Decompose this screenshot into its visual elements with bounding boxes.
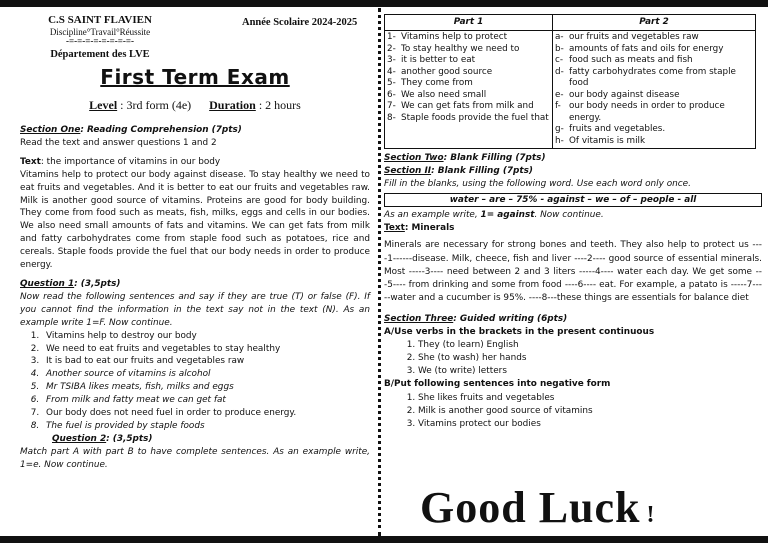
- part2-list: [555, 32, 753, 147]
- part1-list: [387, 32, 550, 124]
- question-1-instruction: Now read the following sentences and say if they are true (T) or false (F). If you cannot find the information in the text say not in the text (N). As an example write 1=F. Now continue.: [20, 291, 370, 328]
- section-three: [384, 313, 762, 431]
- section-two-title: Section Two: Blank Filling (7pts): [384, 153, 546, 163]
- section-one: [20, 124, 370, 472]
- part2-header: Part 2: [553, 15, 756, 31]
- question-1-item: 7. Our body does not need fuel in order to produce energy.: [42, 407, 370, 420]
- part1-item: 5- They come from: [387, 78, 473, 88]
- duration-value: 2 hours: [265, 98, 301, 112]
- word-box: water – are – 75% - against – we – of – people - all: [384, 193, 762, 207]
- top-border: [0, 0, 768, 7]
- part1-item: 1- Vitamins help to protect: [387, 32, 508, 42]
- school-motto: Discipline°Travail°Réussite: [49, 27, 151, 37]
- section-three-title: Section Three: Guided writing (6pts): [384, 313, 568, 324]
- part2-item: b- amounts of fats and oils for energy: [555, 43, 724, 54]
- part1-header: Part 1: [385, 15, 553, 31]
- section-two-example: As an example write, 1= against. Now continue.: [384, 210, 604, 221]
- part2-item: a- our fruits and vegetables raw: [555, 32, 699, 42]
- question-1-list: [20, 330, 370, 433]
- part-a-item: 2. She (to wash) her hands: [418, 352, 762, 365]
- section-one-title: Section One: Reading Comprehension (7pts): [20, 125, 242, 135]
- question-2-instruction: Match part A with part B to have complete sentences. As an example write, 1=e. Now continue.: [20, 446, 370, 470]
- part2-item: c- food such as meats and fish: [555, 55, 693, 65]
- minerals-heading: Text: Minerals: [384, 223, 455, 234]
- part1-item: 3- it is better to eat: [387, 55, 476, 65]
- section-one-instruction: Read the text and answer questions 1 and 2: [20, 137, 217, 148]
- section-two: [384, 152, 762, 305]
- part2-item: e- our body against disease: [555, 89, 680, 100]
- part1-item: 6- We also need small: [387, 89, 487, 100]
- exam-title: First Term Exam: [100, 65, 290, 89]
- reading-passage: Vitamins help to protect our body against disease. To stay healthy we need to eat fruits and vegetables. And it is better to eat our fruits and vegetables raw. Milk is another good source of vitamins. Proteins are good for body building. They come from food such as meats, fish, milks, eggs and cells in our bodies. We also need small amounts of fats and vitamins. We can get fats from milk and fatty carbohydrates come from staple food such as potatoes, rice and cereals. Staple foods provide the fuel that our body needs in order to produce energy.: [20, 169, 370, 271]
- school-year: Année Scolaire 2024-2025: [242, 17, 358, 28]
- part2-item: d- fatty carbohydrates come from staple food: [555, 66, 736, 88]
- question-2-title: Question 2: (3,5pts): [52, 433, 153, 444]
- level-duration: Level : 3rd form (4e) Duration : 2 hours: [89, 98, 301, 112]
- part-a-item: 1. They (to learn) English: [418, 339, 762, 352]
- text-heading: Text: the importance of vitamins in our body: [20, 156, 221, 167]
- level-value: 3rd form (4e): [126, 98, 192, 112]
- good-luck: Good Luck !: [420, 483, 656, 532]
- part2-item: h- Of vitamis is milk: [555, 135, 646, 146]
- school-header: [20, 14, 180, 61]
- department: Département des LVE: [50, 49, 150, 60]
- dash-separator: -=-=-=-=-=-=-=-=-: [65, 36, 134, 46]
- question-1-item: 5. Mr TSIBA likes meats, fish, milks and eggs: [42, 381, 370, 394]
- section-two-instruction: Fill in the blanks, using the following word. Use each word only once.: [384, 179, 691, 190]
- level-label: Level: [89, 98, 118, 112]
- part1-item: 2- To stay healthy we need to: [387, 43, 520, 54]
- part1-item: 4- another good source: [387, 66, 493, 77]
- question-1-item: 1. Vitamins help to destroy our body: [42, 330, 370, 343]
- part-b-title: B/Put following sentences into negative form: [384, 379, 611, 390]
- duration-label: Duration: [209, 98, 256, 112]
- part1-item: 7- We can get fats from milk and: [387, 101, 534, 111]
- question-1-item: 8. The fuel is provided by staple foods: [42, 420, 370, 433]
- minerals-passage: Minerals are necessary for strong bones and teeth. They also help to protect us ----1------disease. Milk, cheece, fish and liver ----2---- good source of essential minerals. Most -----3---- need between 2 and 3 liters -----4---- water each day. We get some ---5---- from drinking and some from food ----6---- eat. For example, a patato is -----7-----water and a cucumber is 95%. ----8---these things are essentials for balance diet: [384, 240, 762, 303]
- question-1-item: 4. Another source of vitamins is alcohol: [42, 368, 370, 381]
- part-b-item: 3. Vitamins protect our bodies: [418, 418, 762, 431]
- part-a-list: [384, 339, 762, 378]
- part-b-item: 1. She likes fruits and vegetables: [418, 392, 762, 405]
- part-a-title: A/Use verbs in the brackets in the present continuous: [384, 327, 655, 338]
- matching-table: [384, 14, 756, 149]
- section-ii-title: Section II: Blank Filling (7pts): [384, 166, 533, 177]
- part-a-item: 3. We (to write) letters: [418, 365, 762, 378]
- question-1-item: 6. From milk and fatty meat we can get fat: [42, 394, 370, 407]
- part1-item: 8- Staple foods provide the fuel that: [387, 112, 549, 123]
- part-b-item: 2. Milk is another good source of vitamins: [418, 405, 762, 418]
- question-1-item: 3. It is bad to eat our fruits and vegetables raw: [42, 355, 370, 368]
- school-name: C.S SAINT FLAVIEN: [48, 14, 152, 26]
- part2-item: f- our body needs in order to produce energy.: [555, 101, 725, 123]
- part-b-list: [384, 392, 762, 431]
- part2-item: g- fruits and vegetables.: [555, 124, 666, 134]
- question-1-title: Question 1: (3,5pts): [20, 278, 121, 289]
- right-column: [384, 14, 762, 431]
- question-1-item: 2. We need to eat fruits and vegetables to stay healthy: [42, 343, 370, 356]
- column-divider: [378, 8, 381, 536]
